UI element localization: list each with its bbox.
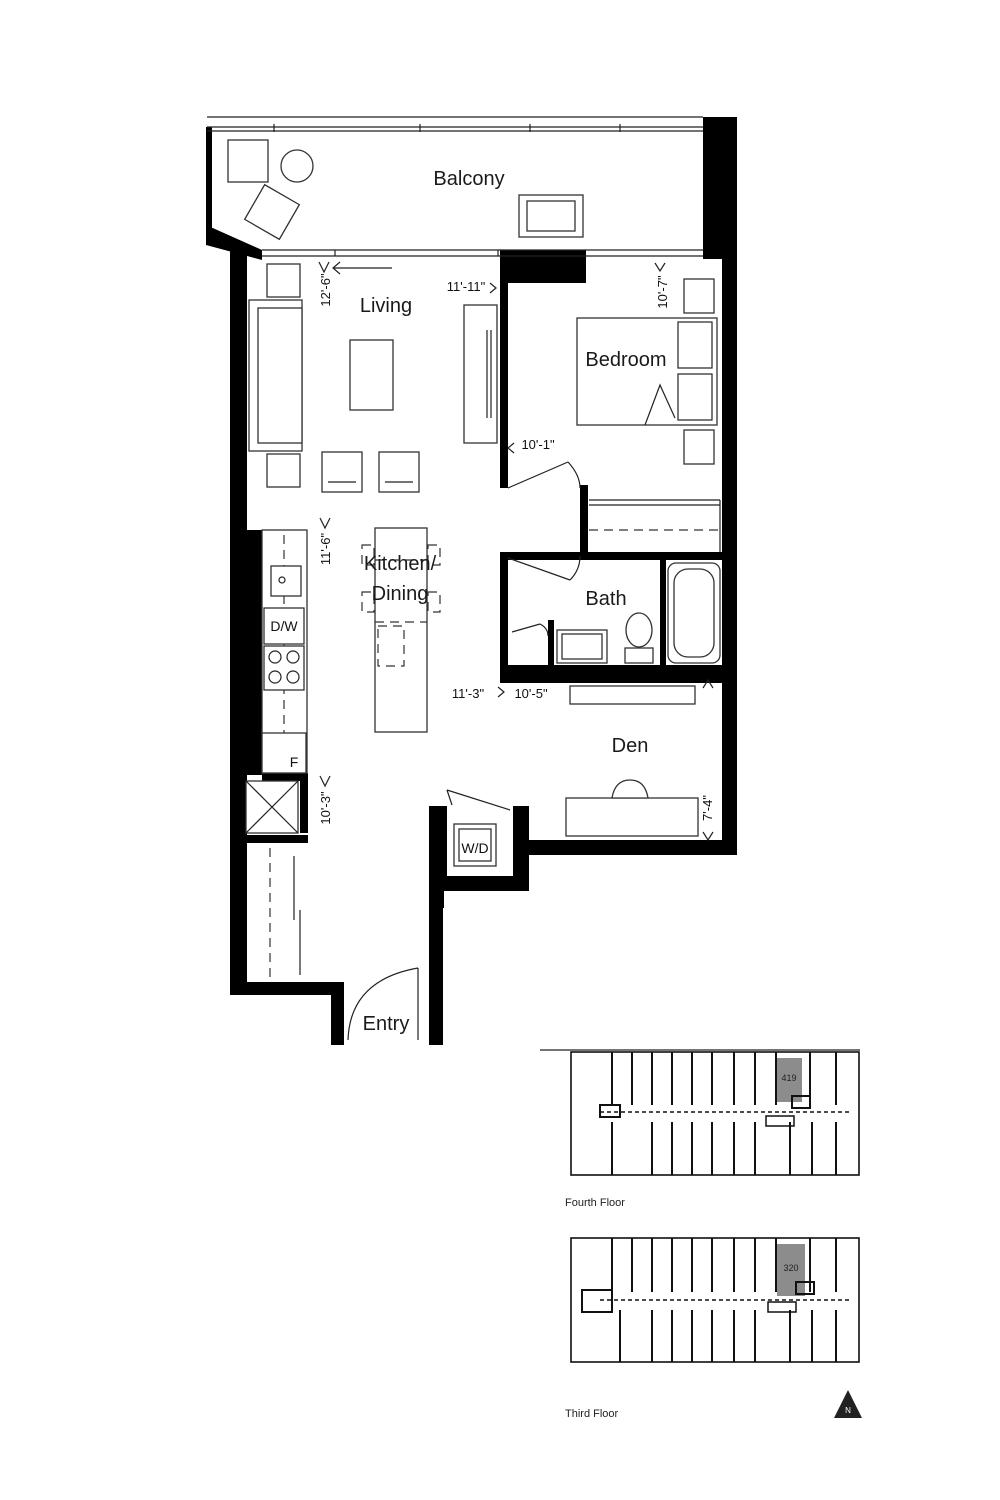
den: [451, 686, 698, 866]
fridge: [262, 733, 306, 773]
dim-den-depth: 7'-4": [700, 795, 715, 821]
media-unit: [464, 305, 497, 443]
room-label-den: Den: [611, 735, 649, 757]
key-plan-third-floor: [565, 1238, 859, 1420]
balcony-chair: [228, 140, 268, 182]
dim-den-width: 10'-5": [514, 686, 548, 701]
bedroom-furniture: [577, 279, 720, 552]
side-table: [267, 264, 300, 297]
side-table-2: [267, 454, 300, 487]
den-shelf: [570, 686, 695, 704]
dim-living-depth: 12'-6": [318, 273, 333, 307]
bar-stool-2: [379, 452, 419, 492]
nightstand: [684, 279, 714, 313]
room-label-living: Living: [359, 295, 413, 317]
room-label-balcony: Balcony: [433, 168, 505, 190]
label-washer-dryer: W/D: [461, 840, 489, 856]
room-label-kitchen: Kitchen/: [363, 553, 437, 575]
key-plan-fourth-floor: [540, 1050, 860, 1209]
toilet: [626, 613, 652, 647]
room-label-entry: Entry: [362, 1013, 410, 1035]
dim-bedroom-width: 10'-1": [521, 437, 555, 452]
room-label-bedroom: Bedroom: [585, 349, 667, 371]
key-plan-caption: Fourth Floor: [565, 1197, 625, 1209]
dim-entry-depth: 10'-3": [318, 791, 333, 825]
label-fridge: F: [289, 754, 299, 770]
dim-living-width: 11'-11": [446, 279, 486, 294]
balcony-table: [281, 150, 313, 182]
dim-bedroom-depth: 10'-7": [655, 275, 670, 309]
key-plan-unit-number: 320: [783, 1263, 799, 1273]
north-label: N: [845, 1406, 851, 1415]
sink: [271, 566, 301, 596]
north-arrow-icon: [834, 1390, 862, 1418]
label-dishwasher: D/W: [270, 618, 298, 634]
key-plan-unit-number: 419: [781, 1073, 797, 1083]
key-plan-caption: Third Floor: [565, 1408, 619, 1420]
dim-kitchen-width: 11'-3": [451, 686, 485, 701]
room-label-bath: Bath: [585, 588, 627, 610]
desk: [566, 798, 698, 836]
bar-stool: [322, 452, 362, 492]
nightstand-2: [684, 430, 714, 464]
cooktop: [264, 646, 304, 690]
bath: [557, 563, 720, 663]
room-label-dining: Dining: [371, 583, 429, 605]
balcony-chair-2: [245, 185, 300, 240]
dim-kitchen-depth: 11'-6": [318, 532, 333, 566]
coffee-table: [350, 340, 393, 410]
desk-chair: [612, 780, 648, 798]
